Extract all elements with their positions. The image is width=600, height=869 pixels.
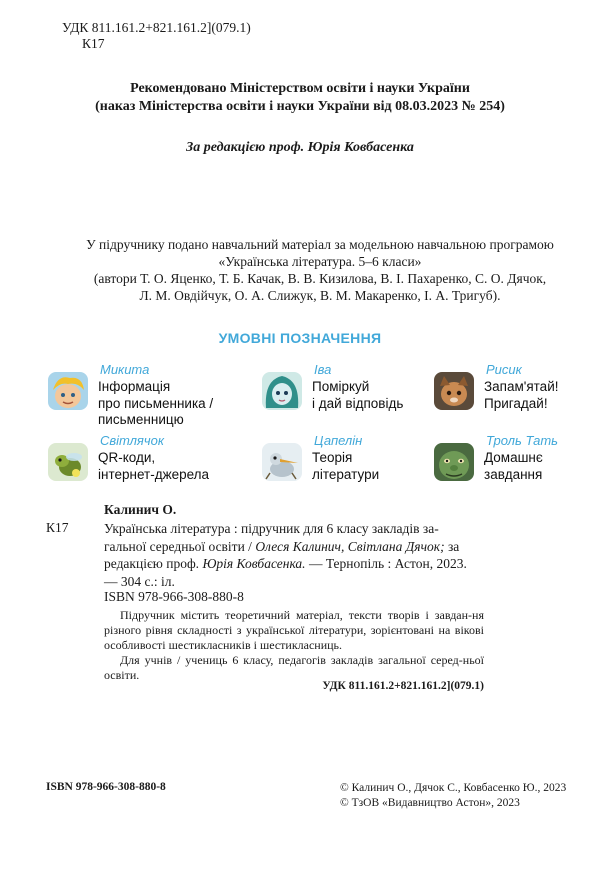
desc-line: інтернет-джерела bbox=[98, 466, 210, 482]
desc-line: завдання bbox=[484, 466, 543, 482]
legend-item-desc bbox=[312, 379, 403, 412]
catalog-isbn: ISBN 978-966-308-880-8 bbox=[104, 589, 244, 604]
k17-code: К17 bbox=[82, 36, 105, 51]
biblio-line-3 bbox=[104, 555, 484, 573]
footer-copyright bbox=[340, 781, 566, 811]
rysyk-character-icon bbox=[434, 372, 474, 410]
biblio-text: гальної середньої освіти / bbox=[104, 538, 256, 554]
intro-line-4: Л. М. Овдійчук, О. А. Слижук, В. М. Макаренко, І. А. Тригуб). bbox=[139, 288, 501, 303]
tsapelin-character-icon bbox=[262, 443, 302, 481]
biblio-text: за bbox=[444, 538, 460, 554]
footer-isbn: ISBN 978-966-308-880-8 bbox=[46, 781, 166, 793]
mykyta-character-icon bbox=[48, 372, 88, 410]
iva-character-icon bbox=[262, 372, 302, 410]
desc-line: про письменника / bbox=[98, 395, 214, 411]
legend-item-name: Троль Тать bbox=[486, 433, 559, 448]
legend-item-desc bbox=[98, 379, 213, 429]
legend-title: УМОВНІ ПОЗНАЧЕННЯ bbox=[218, 330, 382, 346]
legend-item-name: Цапелін bbox=[314, 433, 363, 448]
copyright-line: © ТзОВ «Видавництво Астон», 2023 bbox=[340, 797, 520, 809]
legend-item-desc bbox=[312, 450, 379, 483]
catalog-annotation bbox=[104, 608, 484, 683]
desc-line: Запам'ятай! bbox=[484, 379, 559, 394]
annotation-paragraph: Для учнів / учениць 6 класу, педагогів закладів загальної серед-ньої освіти. bbox=[104, 653, 484, 682]
intro-line-3: (автори Т. О. Яценко, Т. Б. Качак, В. В. Кизилова, В. І. Пахаренко, С. О. Дячок, bbox=[93, 271, 547, 286]
legend-item-desc bbox=[98, 450, 209, 483]
desc-line: і дай відповідь bbox=[312, 395, 404, 411]
copyright-line: © Калинич О., Дячок С., Ковбасенко Ю., 2023 bbox=[340, 782, 567, 794]
biblio-text: — Тернопіль : Астон, 2023. bbox=[305, 556, 467, 571]
desc-line: Поміркуй bbox=[312, 379, 370, 394]
svitliachok-character-icon bbox=[48, 443, 88, 481]
desc-line: літератури bbox=[312, 466, 380, 482]
legend-item-desc bbox=[484, 379, 558, 412]
intro-line-2: «Українська література. 5–6 класи» bbox=[218, 254, 422, 269]
legend-item-name: Світлячок bbox=[100, 433, 164, 448]
biblio-line-1: Українська література : підручник для 6 класу закладів за- bbox=[104, 521, 439, 536]
desc-line: письменницю bbox=[98, 412, 184, 427]
catalog-author: Калинич О. bbox=[104, 502, 177, 517]
recommendation-line-2: (наказ Міністерства освіти і науки України від 08.03.2023 № 254) bbox=[95, 99, 505, 114]
legend-item-name: Іва bbox=[314, 362, 332, 377]
annotation-paragraph: Підручник містить теоретичний матеріал, тексти творів і завдан-ня різного рівня складності з української літератури, зорієнтовані на вікові особливості шестикласників і шестикласниць. bbox=[104, 608, 484, 652]
catalog-bibliographic-record bbox=[104, 520, 484, 590]
legend-item-name: Рисик bbox=[486, 362, 522, 377]
udk-header bbox=[62, 20, 251, 52]
catalog-code: К17 bbox=[46, 520, 69, 535]
recommendation-line-1: Рекомендовано Міністерством освіти і науки України bbox=[130, 81, 470, 96]
legend-item-name: Микита bbox=[100, 362, 150, 377]
desc-line: Домашнє bbox=[484, 450, 543, 465]
desc-line: QR-коди, bbox=[98, 450, 156, 465]
biblio-text: редакцією проф. bbox=[104, 556, 203, 571]
biblio-line-2 bbox=[104, 538, 484, 556]
desc-line: Інформація bbox=[98, 379, 171, 394]
intro-line-1: У підручнику подано навчальний матеріал за модельною навчальною програмою bbox=[86, 237, 554, 252]
biblio-editor: Юрія Ковбасенка. bbox=[202, 556, 306, 571]
intro-text bbox=[40, 236, 600, 304]
desc-line: Пригадай! bbox=[484, 395, 548, 411]
trol-tat-character-icon bbox=[434, 443, 474, 481]
desc-line: Теорія bbox=[312, 450, 353, 465]
biblio-line-4: — 304 с.: іл. bbox=[104, 573, 175, 589]
legend-item-desc bbox=[484, 450, 543, 483]
biblio-authors: Олеся Калинич, Світлана Дячок; bbox=[255, 538, 445, 554]
editor-line: За редакцією проф. Юрія Ковбасенка bbox=[186, 140, 414, 155]
udk-code: УДК 811.161.2+821.161.2](079.1) bbox=[62, 20, 251, 35]
catalog-udk: УДК 811.161.2+821.161.2](079.1) bbox=[322, 680, 484, 692]
